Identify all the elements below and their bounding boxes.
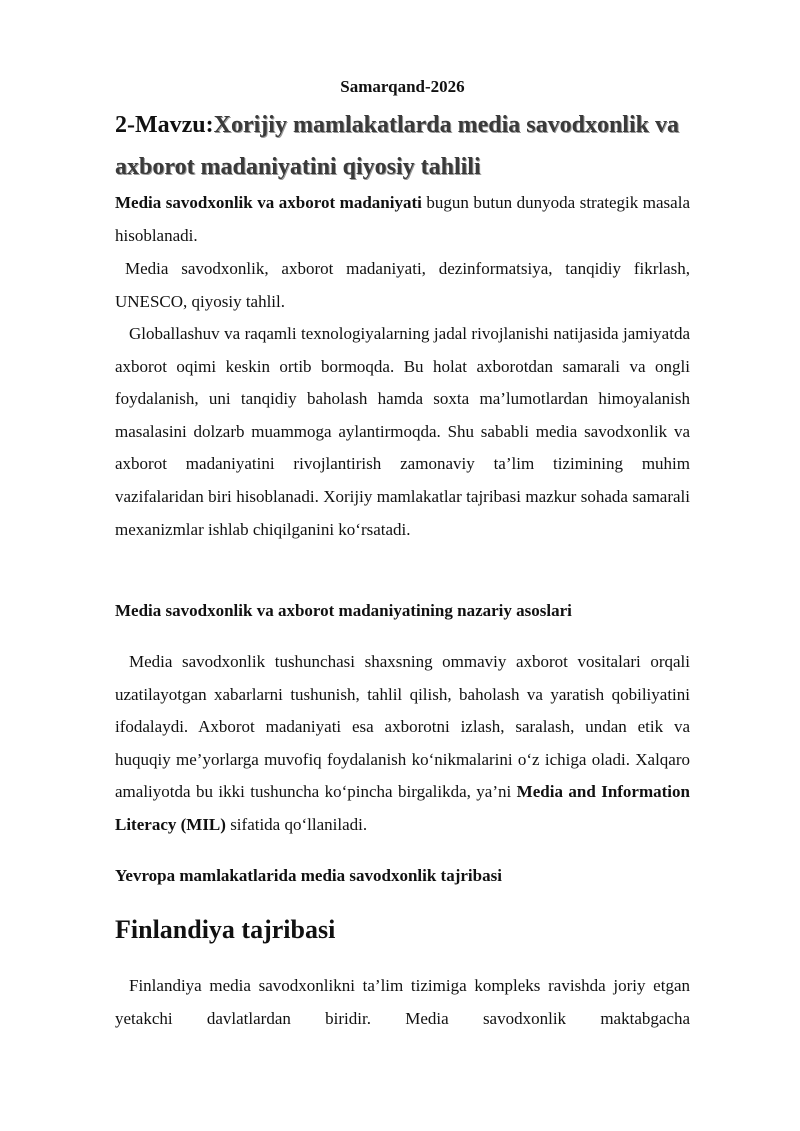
intro-bold-lead: Media savodxonlik va axborot madaniyati (115, 193, 422, 212)
intro-rest: bugun butun dunyoda strategik masala hisoblanadi. (115, 193, 690, 245)
topic-title-text: Xorijiy mamlakatlarda media savodxonlik va axborot madaniyatini qiyosiy tahlili (115, 112, 679, 180)
theory-text-before: Media savodxonlik tushunchasi shaxsning ommaviy axborot vositalari orqali uzatilayotgan xabarlarni tushunish, tahlil qilish, baholash va yaratish qobiliyatini ifodalaydi. Axborot madaniyati esa axborotni izlash, saralash, undan etik va huquqiy me’yorlarga muvofiq foydalanish ko‘nikmalarini o‘z ichiga oladi. Xalqaro amaliyotda bu ikki tushuncha ko‘pincha birgalikda, ya’ni (115, 652, 690, 802)
section-heading-europe: Yevropa mamlakatlarida media savodxonlik tajribasi (115, 866, 502, 885)
topic-title (115, 104, 690, 188)
body-paragraph-1 (115, 318, 690, 546)
city-year-header: Samarqand-2026 (340, 77, 465, 96)
section-heading-finland: Finlandiya tajribasi (115, 915, 336, 944)
body-paragraph-theory (115, 646, 690, 842)
finland-text: Finlandiya media savodxonlikni ta’lim tizimiga kompleks ravishda joriy etgan yetakchi davlatlardan biridir. Media savodxonlik maktabgacha (115, 976, 690, 1028)
theory-text-after: sifatida qo‘llaniladi. (225, 814, 368, 834)
intro-paragraph (115, 187, 690, 252)
keywords-paragraph (115, 253, 690, 318)
section-heading-theory: Media savodxonlik va axborot madaniyatining nazariy asoslari (115, 601, 572, 620)
topic-prefix: 2-Mavzu: (115, 112, 214, 138)
keywords-text: Media savodxonlik, axborot madaniyati, dezinformatsiya, tanqidiy fikrlash, UNESCO, qiyosiy tahlil. (115, 259, 690, 311)
body-paragraph-finland (115, 970, 690, 1035)
paragraph1-text: Globallashuv va raqamli texnologiyalarning jadal rivojlanishi natijasida jamiyatda axborot oqimi keskin ortib bormoqda. Bu holat axborotdan samarali va ongli foydalanish, uni tanqidiy baholash hamda soxta ma’lumotlardan himoyalanish masalasini dolzarb muammoga aylantirmoqda. Shu sababli media savodxonlik va axborot madaniyatini rivojlantirish zamonaviy ta’lim tizimining muhim vazifalaridan biri hisoblanadi. Xorijiy mamlakatlar tajribasi mazkur sohada samarali mexanizmlar ishlab chiqilganini ko‘rsatadi. (115, 324, 690, 539)
mil-term: Media and Information Literacy (MIL) (115, 782, 690, 834)
